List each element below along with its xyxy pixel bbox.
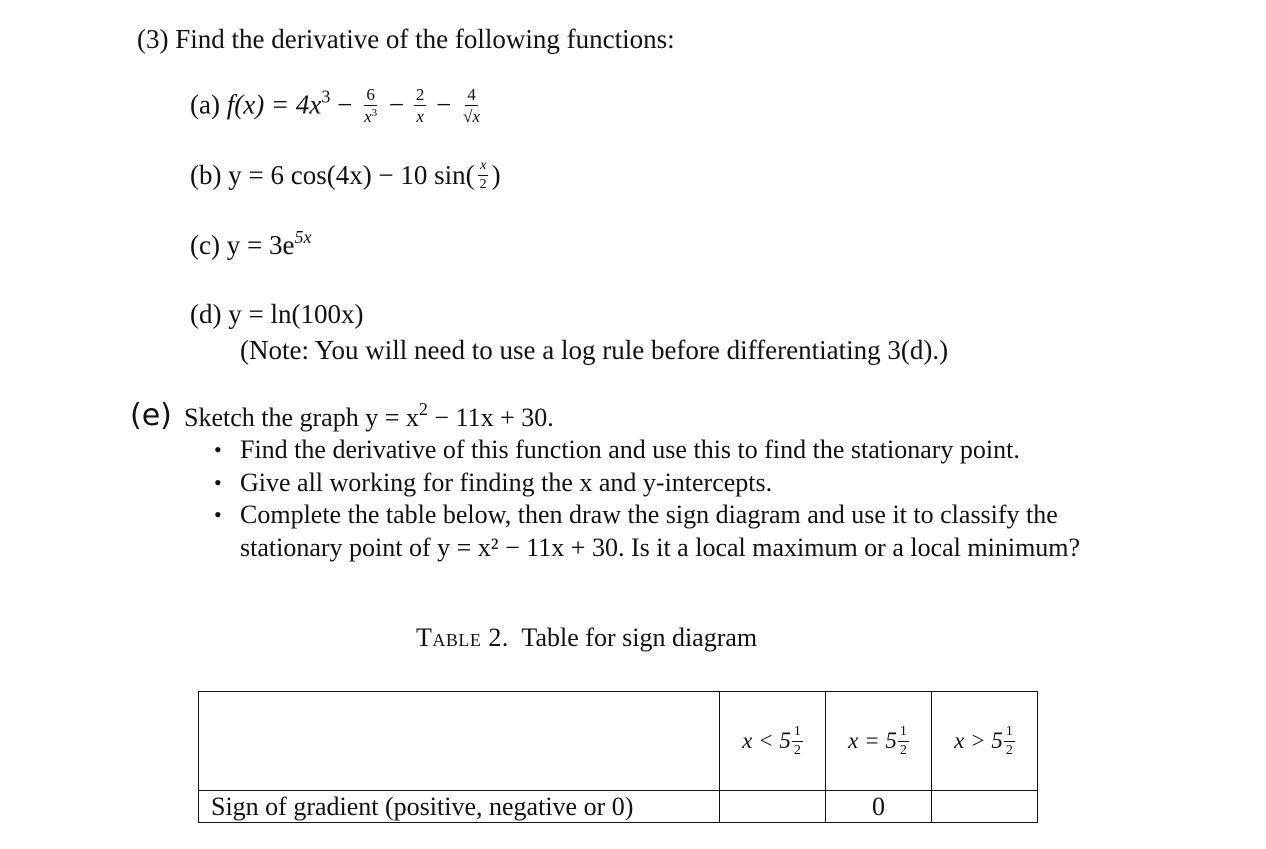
fraction-x-over-2: $\frac{x}{2}$ [479, 158, 487, 193]
minus-1: − [337, 89, 353, 120]
part-d [190, 299, 363, 330]
part-a-label: (a) [190, 89, 220, 120]
part-d-note: (Note: You will need to use a log rule before differentiating 3(d).) [240, 335, 949, 365]
header-x-greater: x > 5 $\frac{1}{2}$ [932, 692, 1038, 791]
header-empty-cell [199, 692, 720, 791]
part-a [190, 85, 485, 127]
part-e-bullets [214, 434, 1135, 564]
part-d-expression: y = ln(100x) [228, 299, 364, 329]
part-b-label: (b) [190, 160, 222, 190]
part-c-exp: 5x [294, 227, 312, 247]
part-b-expression: y = 6 cos(4x) − 10 sin( [228, 160, 475, 190]
cell-x-less[interactable] [720, 791, 826, 823]
fraction-4-over-sqrt-x: $\frac{4}{√x}$ [463, 85, 481, 126]
part-c [190, 227, 312, 261]
part-c-label: (c) [190, 230, 220, 260]
row-label: Sign of gradient (positive, negative or 0) [199, 791, 720, 823]
question-title: (3) Find the derivative of the following functions: [137, 24, 675, 54]
part-e-label: (e) [130, 398, 172, 433]
bullet-item: • Give all working for finding the x and y-intercepts. [214, 467, 1135, 500]
fraction-6-over-x3: $\frac{6}{x^3}$ [364, 85, 378, 126]
minus-2: − [388, 89, 405, 120]
bullet-item: • Complete the table below, then draw the sign diagram and use it to classify the stationary point of y = x² − 11x + 30. Is it a local maximum or a local minimum? [214, 499, 1135, 564]
table-header-row [199, 692, 1038, 791]
part-e-intro: Sketch the graph $y = x^2 - 11x + 30$. [184, 399, 554, 432]
part-c-expression: y = 3e [226, 230, 295, 260]
bullet-item: • Find the derivative of this function and use this to find the stationary point. [214, 434, 1135, 467]
part-a-lhs: f(x) = 4x [226, 89, 322, 120]
header-x-less: x < 5 $\frac{1}{2}$ [720, 692, 826, 791]
cell-x-greater[interactable] [932, 791, 1038, 823]
part-d-label: (d) [190, 299, 222, 329]
fraction-2-over-x: $\frac{2}{x}$ [415, 85, 425, 126]
header-x-equal: x = 5 $\frac{1}{2}$ [826, 692, 932, 791]
part-b [190, 160, 501, 194]
table-row [199, 791, 1038, 823]
part-a-exp: 3 [321, 86, 331, 107]
sign-diagram-table [198, 691, 1038, 823]
part-b-close: ) [491, 160, 501, 190]
table-caption: Table 2. Table for sign diagram [416, 623, 758, 652]
cell-x-equal[interactable]: 0 [826, 791, 932, 823]
minus-3: − [436, 89, 452, 120]
